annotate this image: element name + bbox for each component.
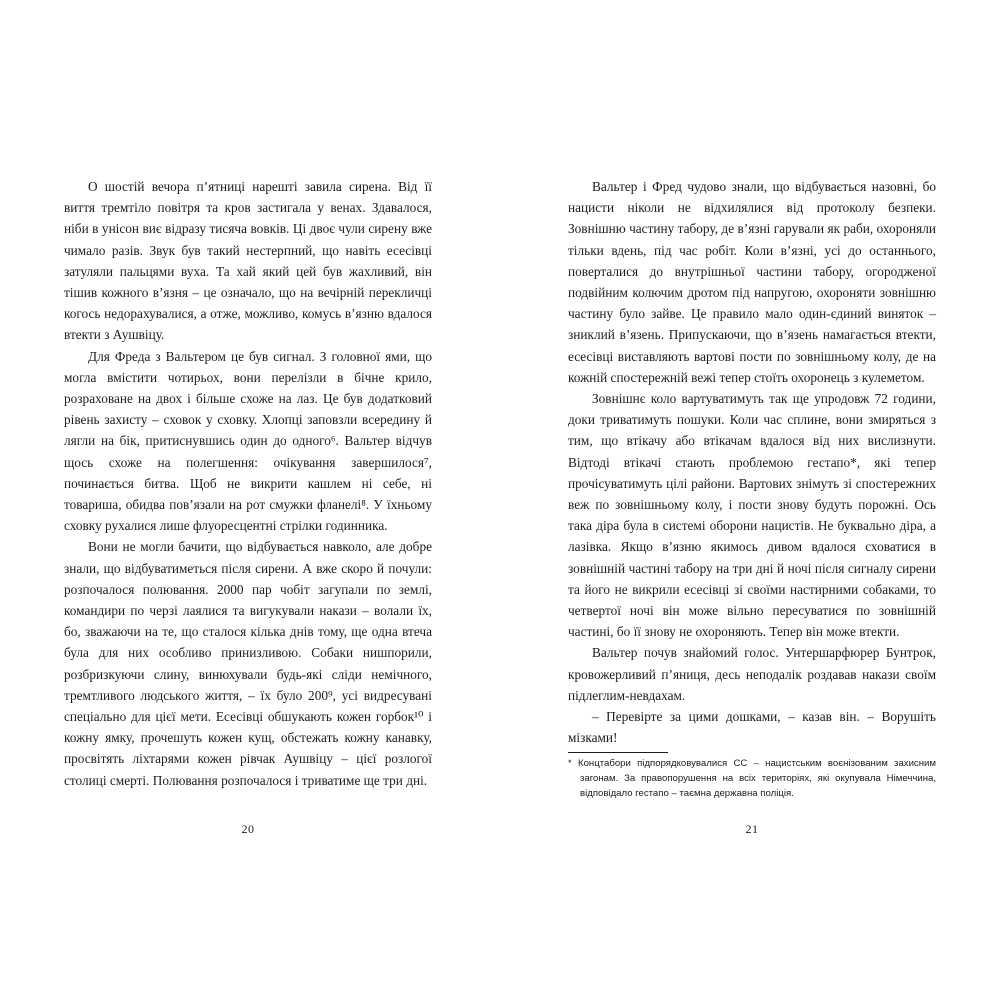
right-paragraph-1: Вальтер і Фред чудово знали, що відбувається назовні, бо нацисти ніколи не відхилялися від протоколу безпеки. Зовнішню частину табору, де в’язні гарували як раби, охороняли тільки вдень, під час робіт. Коли в’язні, усі до останнього, поверталися до внутрішньої частини табору, огородженої подвійним колючим дротом під напругою, охороняти зовнішню частину було зайве. Це правило мало один-єдиний виняток – зниклий в’язень. Припускаючи, що в’язень намагається втекти, есесівці виставляють вартові пости по зовнішньому колу, де на кожній спостережній вежі тепер стоїть охоронець з кулеметом. (568, 179, 936, 385)
right-paragraph-2: Зовнішнє коло вартуватимуть так ще упродовж 72 години, доки триватимуть пошуки. Коли час сплине, вони змиряться з тим, що втікачу або втікачам вдалося від них вислизнути. Відтоді втікачі стають проблемою гестапо*, які тепер прочісуватимуть цілі райони. Вартових знімуть зі спостережних веж по зовнішньому колу, і пости знову будуть порожні. Ось така діра була в системі оборони нацистів. Не буквально діра, а лазівка. Якщо в’язню якимось дивом вдалося сховатися в зовнішній частині табору на три дні й ночі після сигналу сирени та його не викрили есесівці зі своїми настирними собаками, то четвертої ночі він може вільно пересуватися по зовнішній частині, бо її знову не охороняють. Тепер він може втекти. (568, 391, 936, 640)
right-paragraph-3: Вальтер почув знайомий голос. Унтершарфюрер Бунтрок, кровожерливий п’яниця, десь неподалік роздавав накази своїм підлеглим-невдахам. (568, 645, 936, 703)
right-paragraph-4: – Перевірте за цими дошками, – казав він. – Ворушіть мізками! (568, 709, 936, 746)
left-page (64, 176, 432, 791)
right-page (568, 176, 936, 801)
right-page-number: 21 (745, 822, 759, 836)
left-paragraph-2: Для Фреда з Вальтером це був сигнал. З головної ями, що могла вмістити чотирьох, вони перелізли в бічне крило, розраховане на двох і більше схоже на лаз. Це був додатковий рівень захисту – сховок у сховку. Хлопці заповзли всередину й лягли на бік, притиснувшись один до одного⁶. Вальтер відчув щось схоже на полегшення: очікування завершилося⁷, починається битва. Щоб не викрити кашлем ні себе, ні товариша, обидва пов’язали на рот смужки фланелі⁸. У їхньому сховку рухалися лише флуоресцентні стрілки годинника. (64, 348, 432, 534)
footnote-divider (568, 752, 668, 753)
left-paragraph-3: Вони не могли бачити, що відбувається навколо, але добре знали, що відбуватиметься після сирени. А вже скоро й почули: розпочалося полювання. 2000 пар чобіт загупали по землі, командири по черзі лаялися та вигукували накази – волали їх, бо, зважаючи на те, що сталося кілька днів тому, ще одна втеча була для них особливо принизливою. Собаки нишпорили, розбризкуючи слину, винюхували будь-які сліди немічного, тремтливого людського життя, – їх було 200⁹, усі видресувані спеціально для цієї мети. Есесівці обшукають кожен горбок¹⁰ і кожну ямку, прочешуть кожен кущ, обстежать кожну канавку, просвітять ліхтарями кожен рівчак Аушвіцу – цієї розлогої столиці смерті. Полювання розпочалося і триватиме ще три дні. (64, 539, 432, 788)
footnote: * Концтабори підпорядковувалися СС – нацистським воєнізованим захисним загонам. За правопорушення на всіх територіях, які окупувала Німеччина, відповідало гестапо – таємна державна поліція. (568, 758, 936, 799)
left-paragraph-1: О шостій вечора п’ятниці нарешті завила сирена. Від її виття тремтіло повітря та кров застигала у венах. Здавалося, ніби в унісон виє відразу тисяча вовків. Ці двоє чули сирену вже чимало разів. Звук був такий нестерпний, що навіть есесівці затуляли пальцями вуха. Та хай який цей був жахливий, він тішив кожного в’язня – це означало, що на вечірній перекличці когось недорахувалися, а отже, можливо, комусь в’язню вдалося втекти з Аушвіцу. (64, 179, 432, 343)
left-page-number: 20 (241, 822, 255, 836)
